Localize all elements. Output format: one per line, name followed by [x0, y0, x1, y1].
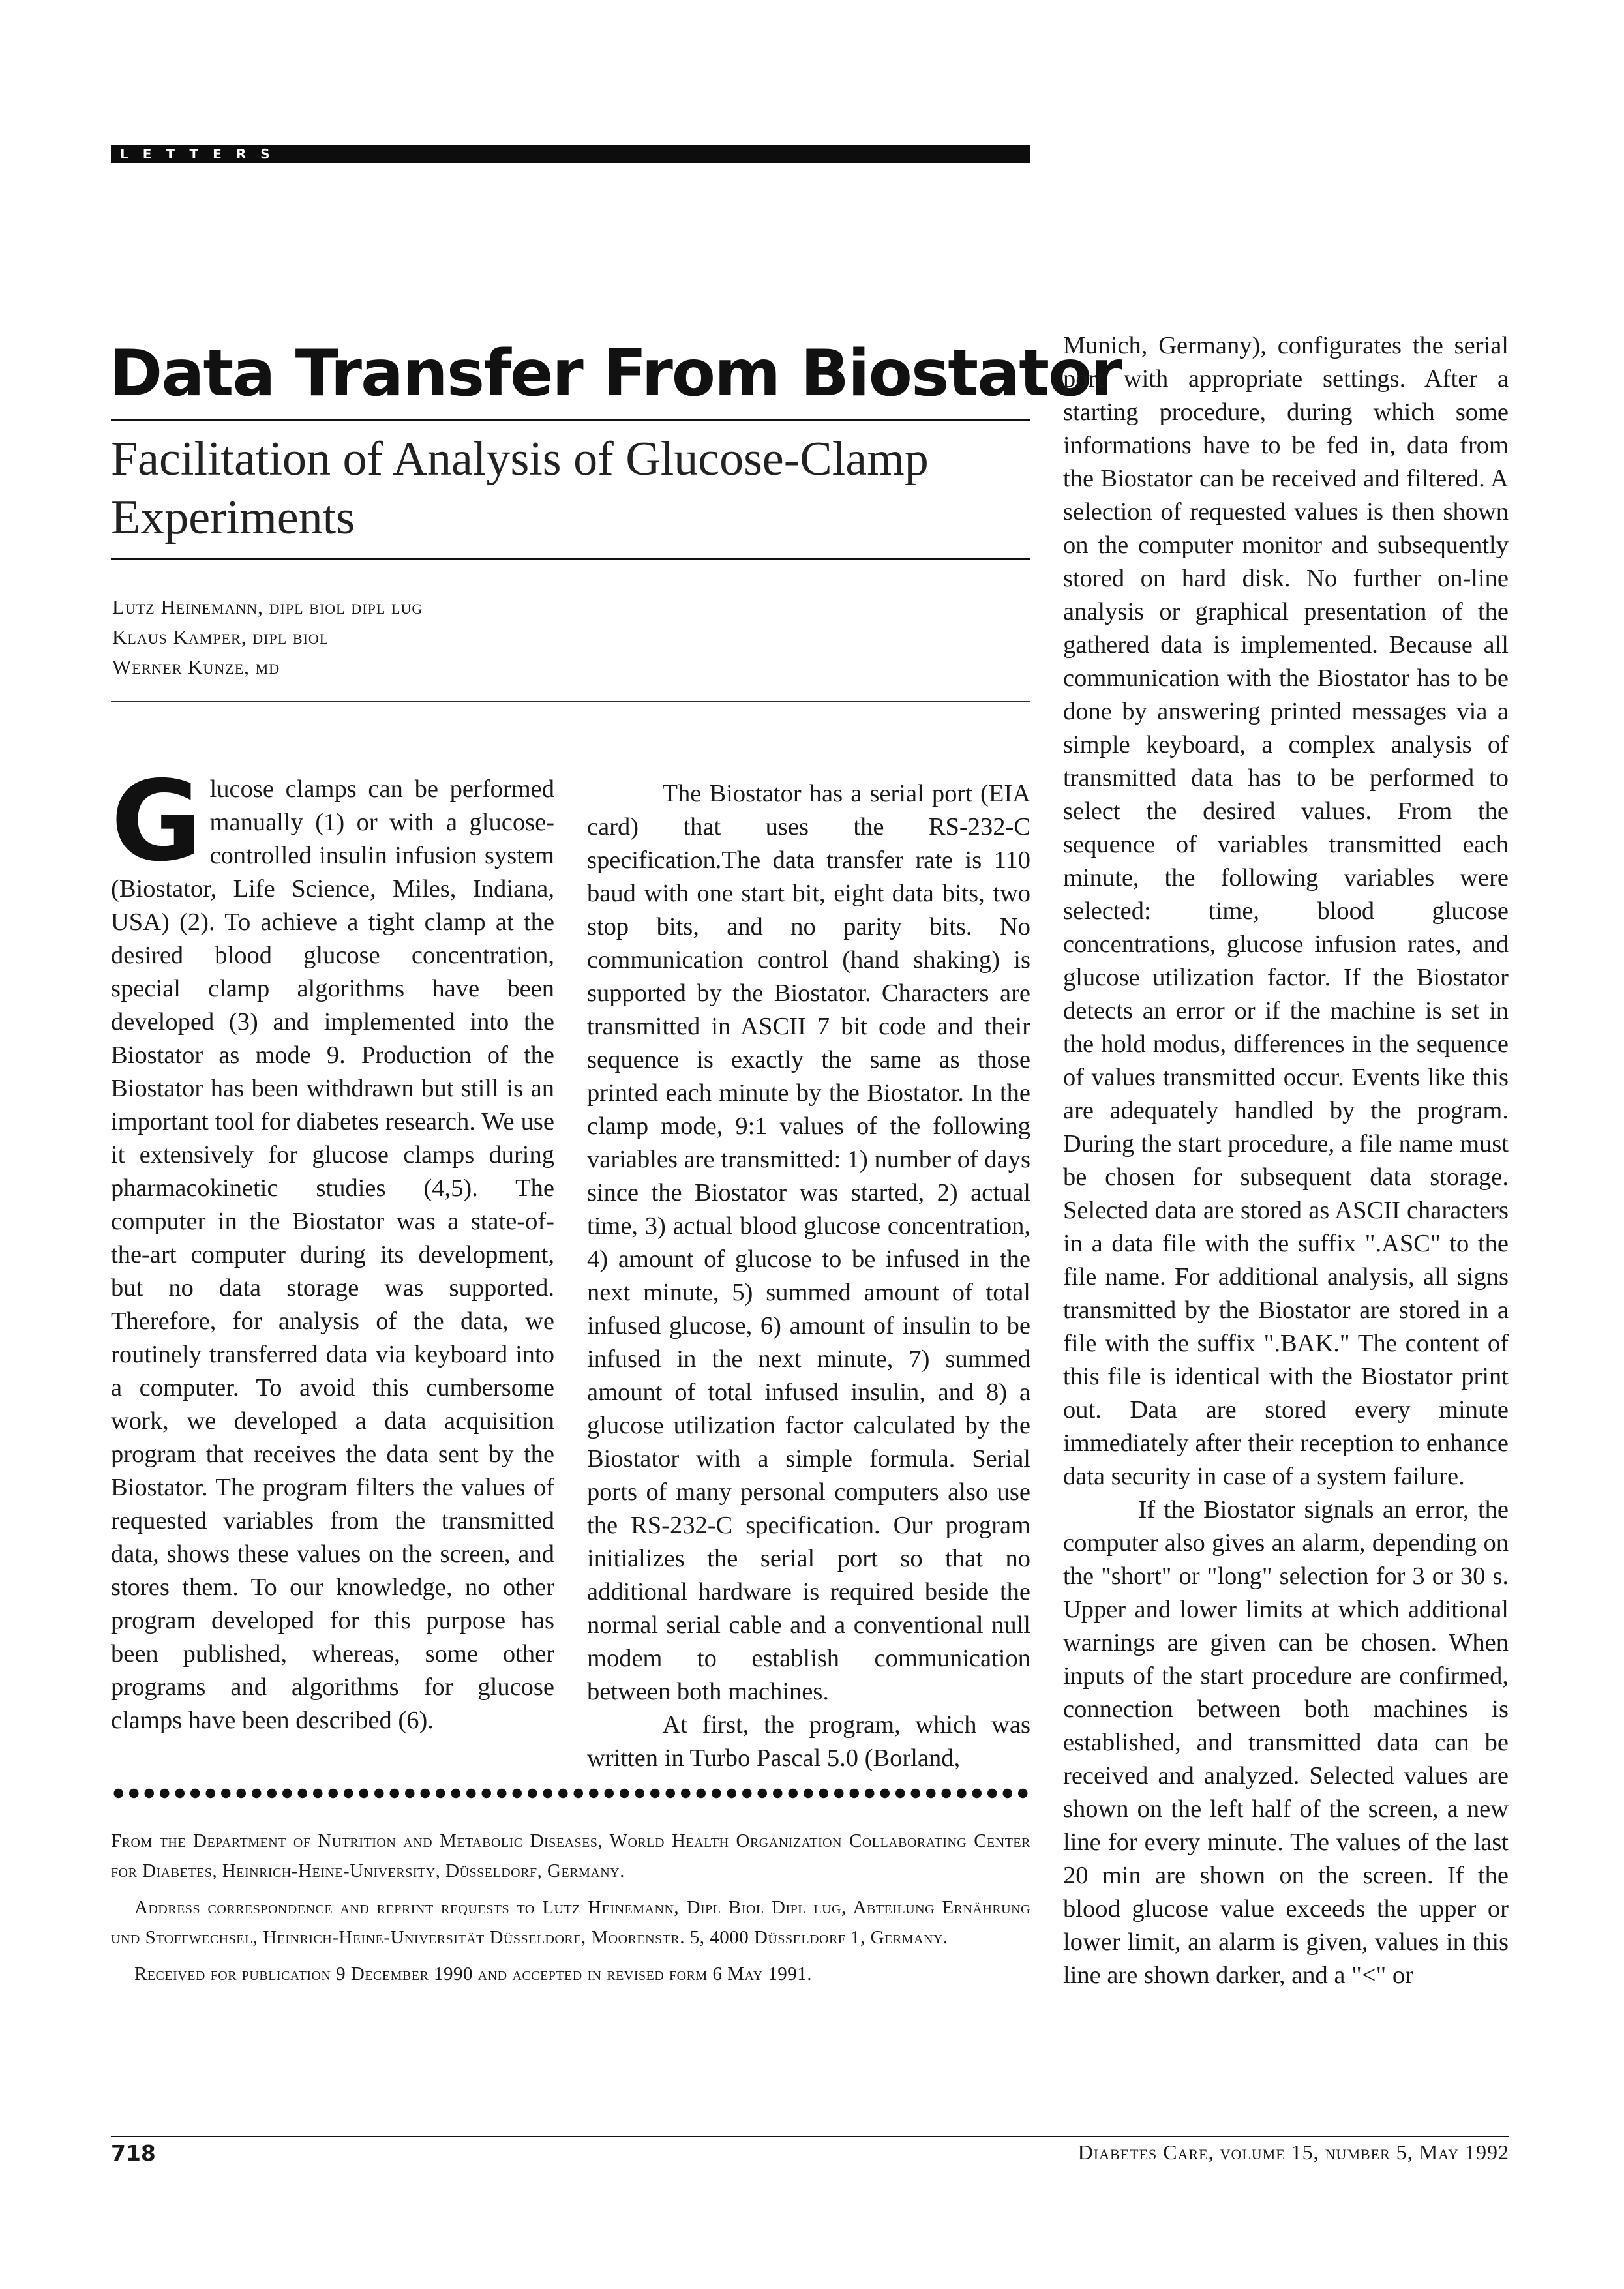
- section-label: LETTERS: [120, 146, 284, 162]
- author-1: Lutz Heinemann, dipl biol dipl lug: [112, 595, 423, 618]
- body-column-3: [1063, 329, 1509, 1992]
- intro-text: lucose clamps can be performed manually (1) or with a glucose-controlled insulin infusion system (Biostator, Life Science, Miles, Indiana, USA) (2). To achieve a tight clamp at the desired blood glucose concentration, special clamp algorithms have been developed (3) and implemented into the Biostator as mode 9. Production of the Biostator has been withdrawn but still is an important tool for diabetes research. We use it extensively for glucose clamps during pharmacokinetic studies (4,5). The computer in the Biostator was a state-of-the-art computer during its development, but no data storage was supported. Therefore, for analysis of the data, we routinely transferred data via keyboard into a computer. To avoid this cumbersome work, we developed a data acquisition program that receives the data sent by the Biostator. The program filters the values of requested variables from the transmitted data, shows these values on the screen, and stores them. To our knowledge, no other program developed for this purpose has been published, whereas, some other programs and algorithms for glucose clamps have been described (6).: [111, 775, 554, 1734]
- dotted-divider: [111, 1787, 1030, 1800]
- journal-citation: Diabetes Care, volume 15, number 5, May 1992: [1077, 2140, 1509, 2164]
- footer-rule: [111, 2136, 1509, 2137]
- intro-paragraph: [111, 757, 554, 1737]
- footnotes: [111, 1826, 1030, 1996]
- article-title: Data Transfer From Biostator: [110, 337, 1121, 411]
- section-header-bar: [111, 145, 1030, 163]
- received-note: Received for publication 9 December 1990 and accepted in revised form 6 May 1991.: [134, 1964, 813, 1984]
- article-subtitle: Facilitation of Analysis of Glucose-Clamp Experiments: [111, 432, 929, 545]
- affiliation-note: From the Department of Nutrition and Metabolic Diseases, World Health Organization Collaborating Center for Diabetes, Heinrich-Heine-University, Düsseldorf, Germany.: [111, 1831, 1030, 1881]
- body-column-1: [111, 757, 554, 1737]
- author-list: [112, 592, 423, 682]
- paragraph: Munich, Germany), configurates the serial port with appropriate settings. After a starting procedure, during which some informations have to be fed in, data from the Biostator can be received and filtered. A selection of requested values is then shown on the computer monitor and subsequently stored on hard disk. No further on-line analysis or graphical presentation of the gathered data is implemented. Because all communication with the Biostator has to be done by answering printed messages via a simple keyboard, a complex analysis of transmitted data has to be performed to select the desired values. From the sequence of variables transmitted each minute, the following variables were selected: time, blood glucose concentrations, glucose infusion rates, and glucose utilization factor. If the Biostator detects an error or if the machine is set in the hold modus, differences in the sequence of values transmitted occur. Events like this are adequately handled by the program. During the start procedure, a file name must be chosen for subsequent data storage. Selected data are stored as ASCII characters in a data file with the suffix ".ASC" to the file name. For additional analysis, all signs transmitted by the Biostator are stored in a file with the suffix ".BAK." The content of this file is identical with the Biostator print out. Data are stored every minute immediately after their reception to enhance data security in case of a system failure.: [1063, 332, 1509, 1490]
- author-3: Werner Kunze, md: [112, 655, 280, 678]
- page-number: 718: [111, 2140, 156, 2166]
- paragraph: The Biostator has a serial port (EIA card) that uses the RS-232-C specification.The data transfer rate is 110 baud with one start bit, eight data bits, two stop bits, and no parity bits. No communication control (hand shaking) is supported by the Biostator. Characters are transmitted in ASCII 7 bit code and their sequence is exactly the same as those printed each minute by the Biostator. In the clamp mode, 9:1 values of the following variables are transmitted: 1) number of days since the Biostator was started, 2) actual time, 3) actual blood glucose concentration, 4) amount of glucose to be infused in the next minute, 5) summed amount of total infused glucose, 6) amount of insulin to be infused in the next minute, 7) summed amount of total infused insulin, and 8) a glucose utilization factor calculated by the Biostator with a simple formula. Serial ports of many personal computers also use the RS-232-C specification. Our program initializes the serial port so that no additional hardware is required beside the normal serial cable and a conventional null modem to establish communication between both machines.: [587, 780, 1030, 1705]
- author-2: Klaus Kamper, dipl biol: [112, 625, 329, 648]
- correspondence-note: Address correspondence and reprint requests to Lutz Heinemann, Dipl Biol Dipl lug, Abteilung Ernährung und Stoffwechsel, Heinrich-Heine-Universität Düsseldorf, Moorenstr. 5, 4000 Düsseldorf 1, Germany.: [111, 1897, 1030, 1948]
- title-rule: [111, 419, 1030, 421]
- drop-cap: G: [111, 757, 202, 886]
- paragraph: If the Biostator signals an error, the computer also gives an alarm, depending on the "short" or "long" selection for 3 or 30 s. Upper and lower limits at which additional warnings are given can be chosen. When inputs of the start procedure are confirmed, connection between both machines is established, and transmitted data can be received and analyzed. Selected values are shown on the left half of the screen, a new line for every minute. The values of the last 20 min are shown on the screen. If the blood glucose value exceeds the upper or lower limit, an alarm is given, values in this line are shown darker, and a "<" or: [1063, 1496, 1509, 1989]
- body-column-2: [587, 777, 1030, 1775]
- authors-rule: [111, 701, 1030, 702]
- subtitle-rule: [111, 558, 1030, 560]
- paragraph: At first, the program, which was written in Turbo Pascal 5.0 (Borland,: [587, 1711, 1030, 1772]
